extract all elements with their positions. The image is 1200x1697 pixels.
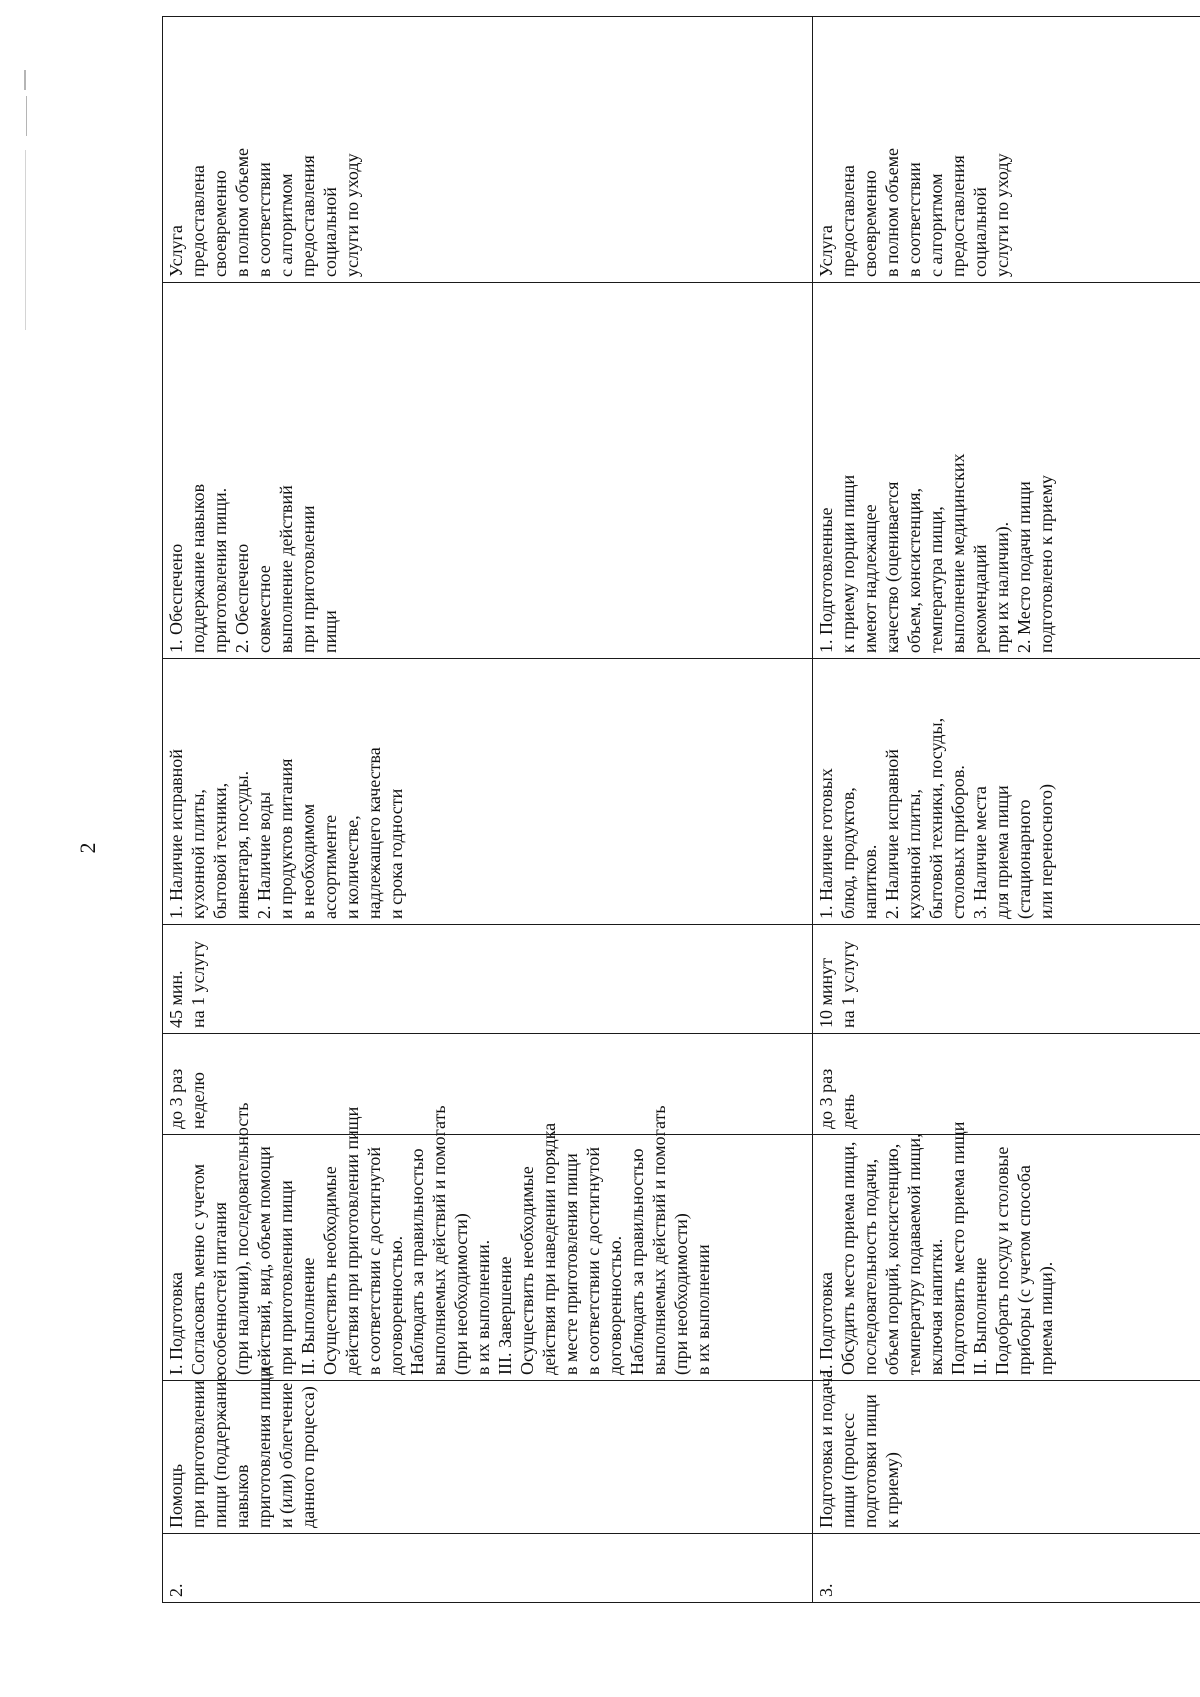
service-name-cell [163, 1367, 813, 1534]
service-name-cell [813, 1369, 1200, 1534]
cell-text-line: с алгоритмом [275, 173, 296, 277]
service-number-cell [813, 1534, 1200, 1603]
cell-text-line: 1. Подготовленные [816, 507, 836, 653]
cell-text-line: при приготовлении пищи [275, 1180, 296, 1375]
cell-text-line: (при наличии), последовательность [231, 1102, 252, 1375]
cell-text-line: инвентаря, посуды. [231, 770, 252, 919]
cell-text-line: имеют надлежащее [859, 504, 880, 653]
cell-text-line: данного процесса) [297, 1386, 318, 1528]
cell-text-line: напитков. [859, 844, 880, 919]
cell-text-line: в соответствии [253, 162, 274, 277]
cell-text-line: объем порций, консистенцию, [881, 1143, 902, 1375]
cell-text-line: предоставлена [837, 165, 858, 277]
cell-text-line: с алгоритмом [925, 173, 946, 277]
cell-text-line: 1. Наличие готовых [816, 768, 836, 919]
cell-text-line: кухонной плиты, [187, 789, 208, 919]
cell-text-line: предоставления [297, 155, 318, 277]
periodicity-cell [813, 1034, 1200, 1135]
scan-edge-mark [26, 96, 27, 136]
table-body [163, 17, 1200, 1603]
cell-text-line: при их наличии). [991, 521, 1012, 653]
cell-text-line: в их выполнении [692, 1244, 713, 1375]
cell-text-line: пищи (поддержание [209, 1373, 230, 1528]
cell-text-line: Подобрать посуду и столовые [991, 1146, 1012, 1375]
cell-text-line: бытовой техники, посуды, [925, 717, 946, 919]
cell-text-line: в их выполнении. [473, 1239, 494, 1375]
cell-text-line: рекомендаций [969, 544, 990, 653]
cell-text-line: своевременно [209, 170, 230, 277]
cell-text-line: 1. Наличие исправной [166, 749, 186, 919]
services-table-container [162, 105, 1200, 1603]
service-description-cell [813, 1121, 1200, 1381]
result-cell [163, 283, 813, 659]
cell-text-line: действия при приготовлении пищи [341, 1106, 362, 1375]
scan-edge-mark [24, 70, 26, 90]
table-row [163, 17, 813, 1603]
cell-text-line: совместное [253, 565, 274, 653]
cell-text-line: договоренностью. [605, 1235, 626, 1375]
cell-text-line: предоставлена [187, 165, 208, 277]
cell-text-line: выполняемых действий и помогать [429, 1105, 450, 1375]
cell-text-line: договоренностью. [385, 1235, 406, 1375]
cell-text-line: в полном объеме [231, 148, 252, 277]
cell-text-line: 2. Обеспечено [231, 543, 252, 653]
cell-text-line: последовательность подачи, [859, 1158, 880, 1375]
cell-text-line: ассортименте [319, 814, 340, 919]
cell-text-line: в соответствии с достигнутой [583, 1146, 604, 1375]
cell-text-line: пищи [319, 610, 340, 653]
cell-text-line: до 3 раз [816, 1068, 836, 1129]
cell-text-line: социальной [969, 187, 990, 277]
cell-text-line: включая напитки. [925, 1238, 946, 1375]
cell-text-line: предоставления [947, 155, 968, 277]
duration-cell [163, 925, 813, 1034]
cell-text-line: для приема пищи [991, 785, 1012, 919]
cell-text-line: до 3 раз [166, 1068, 186, 1129]
cell-text-line: (при необходимости) [670, 1213, 691, 1375]
page-number: 2 [75, 842, 100, 854]
cell-text-line: приборы (с учетом способа [1013, 1165, 1034, 1375]
duration-cell [813, 925, 1200, 1034]
evaluation-cell [163, 17, 813, 283]
cell-text-line: в необходимом [297, 803, 318, 919]
cell-text-line: в соответствии [903, 162, 924, 277]
cell-text-line: к приему) [881, 1452, 902, 1528]
cell-text-line: I. Подготовка [166, 1272, 186, 1375]
service-number-cell [163, 1534, 813, 1603]
cell-text-line: выполнение медицинских [947, 453, 968, 653]
cell-text-line: I. Подготовка [816, 1272, 836, 1375]
conditions-cell [813, 659, 1200, 925]
cell-text-line: Согласовать меню с учетом [187, 1164, 208, 1375]
cell-text-line: (при необходимости) [451, 1213, 472, 1375]
cell-text-line: выполняемых действий и помогать [648, 1105, 669, 1375]
cell-text-line: Услуга [166, 225, 186, 277]
cell-text-line: Осуществить необходимые [517, 1166, 538, 1375]
cell-text-line: день [837, 1094, 858, 1129]
cell-text-line: Подготовка и подача [816, 1369, 836, 1528]
cell-text-line: подготовлено к приему [1035, 475, 1056, 653]
cell-text-line: Услуга [816, 225, 836, 277]
cell-text-line: поддержание навыков [187, 483, 208, 653]
cell-text-line: 10 минут [816, 957, 836, 1028]
cell-text-line: подготовки пищи [859, 1394, 880, 1528]
cell-text-line: 45 мин. [166, 970, 186, 1028]
cell-text-line: столовых приборов. [947, 765, 968, 919]
scan-edge-mark [25, 150, 26, 330]
cell-text-line: 1. Обеспечено [166, 543, 186, 653]
cell-text-line: III. Завершение [495, 1256, 516, 1375]
cell-text-line: 2. [166, 1583, 186, 1597]
result-cell [813, 283, 1200, 659]
service-description-cell [163, 1102, 813, 1381]
cell-text-line: в соответствии с достигнутой [363, 1146, 384, 1375]
cell-text-line: действия при наведении порядка [539, 1122, 560, 1375]
cell-text-line: Наблюдать за правильностью [407, 1148, 428, 1375]
cell-text-line: надлежащего качества [363, 747, 384, 919]
cell-text-line: Осуществить необходимые [319, 1166, 340, 1375]
cell-text-line: приема пищи). [1035, 1261, 1056, 1375]
cell-text-line: своевременно [859, 170, 880, 277]
cell-text-line: 2. Место подачи пищи [1013, 481, 1034, 653]
cell-text-line: при приготовлении [297, 505, 318, 653]
cell-text-line: Подготовить место приема пищи [947, 1121, 968, 1375]
cell-text-line: действий, вид, объем помощи [253, 1146, 274, 1375]
cell-text-line: и срока годности [385, 788, 406, 919]
cell-text-line: 2. Наличие исправной [881, 749, 902, 919]
conditions-cell [163, 659, 813, 925]
cell-text-line: навыков [231, 1464, 252, 1528]
cell-text-line: к приему порции пищи [837, 474, 858, 653]
cell-text-line: приготовления пищи. [209, 487, 230, 653]
cell-text-line: в полном объеме [881, 148, 902, 277]
cell-text-line: и (или) облегчение [275, 1382, 296, 1528]
cell-text-line: и количестве, [341, 815, 362, 919]
cell-text-line: на 1 услугу [187, 941, 208, 1028]
cell-text-line: блюд, продуктов, [837, 787, 858, 919]
cell-text-line: приготовления пищи [253, 1367, 274, 1528]
cell-text-line: бытовой техники, [209, 782, 230, 919]
evaluation-cell [813, 17, 1200, 283]
cell-text-line: и продуктов питания [275, 758, 296, 919]
cell-text-line: в месте приготовления пищи [561, 1153, 582, 1375]
periodicity-cell [163, 1034, 813, 1135]
social-services-table [162, 16, 1200, 1603]
cell-text-line: особенностей питания [209, 1202, 230, 1375]
cell-text-line: или переносного) [1035, 784, 1056, 919]
cell-text-line: температура пищи, [925, 506, 946, 653]
cell-text-line: пищи (процесс [837, 1413, 858, 1528]
cell-text-line: 2. Наличие воды [253, 791, 274, 919]
cell-text-line: II. Выполнение [969, 1257, 990, 1375]
cell-text-line: 3. [816, 1583, 836, 1597]
cell-text-line: качество (оценивается [881, 481, 902, 653]
cell-text-line: кухонной плиты, [903, 789, 924, 919]
cell-text-line: неделю [187, 1072, 208, 1129]
cell-text-line: на 1 услугу [837, 941, 858, 1028]
cell-text-line: (стационарного [1013, 799, 1034, 919]
cell-text-line: услуги по уходу [341, 153, 362, 277]
cell-text-line: выполнение действий [275, 485, 296, 653]
cell-text-line: температуру подаваемой пищи, [903, 1133, 924, 1375]
cell-text-line: услуги по уходу [991, 153, 1012, 277]
cell-text-line: 3. Наличие места [969, 786, 990, 919]
cell-text-line: Наблюдать за правильностью [627, 1148, 648, 1375]
cell-text-line: Обсудить место приема пищи, [837, 1141, 858, 1375]
cell-text-line: социальной [319, 187, 340, 277]
cell-text-line: объем, консистенция, [903, 487, 924, 653]
table-row [813, 17, 1200, 1603]
cell-text-line: Помощь [166, 1463, 186, 1528]
cell-text-line: при приготовлении [187, 1380, 208, 1528]
cell-text-line: II. Выполнение [297, 1257, 318, 1375]
